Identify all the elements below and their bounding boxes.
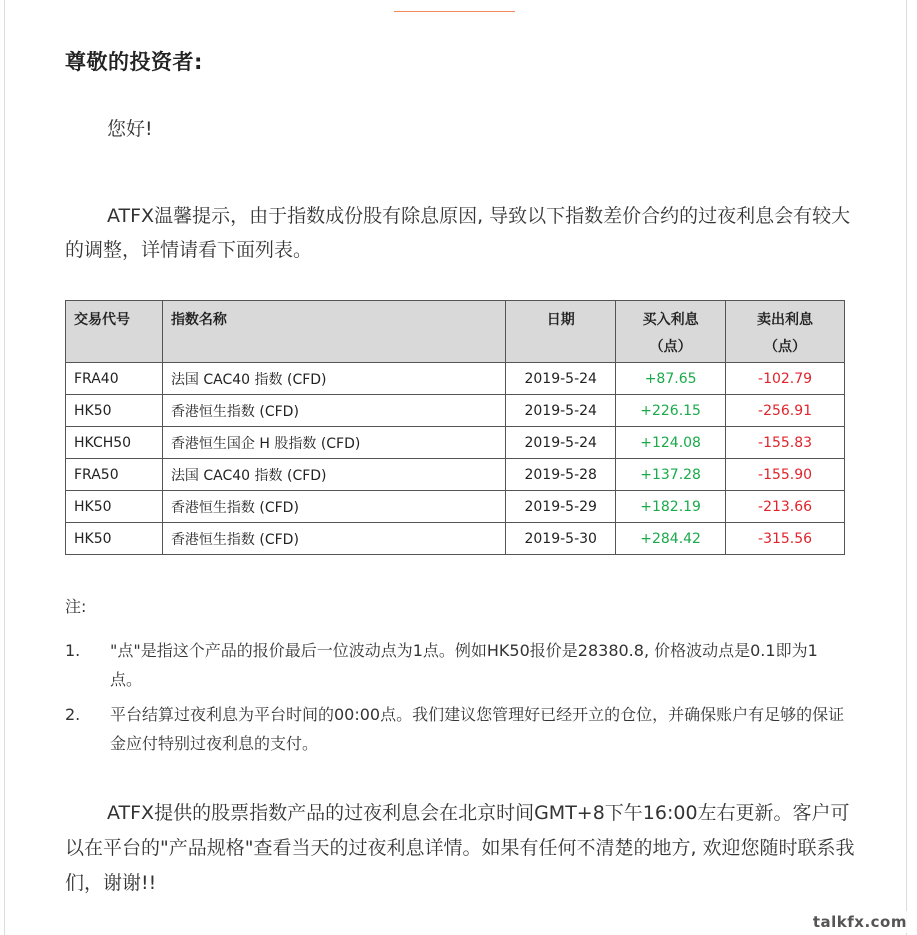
cell-buy: +226.15 [616,395,726,427]
header-code: 交易代号 [66,301,163,363]
cell-buy: +87.65 [616,363,726,395]
closing-paragraph: ATFX提供的股票指数产品的过夜利息会在北京时间GMT+8下午16:00左右更新。客户可以在平台的"产品规格"查看当天的过夜利息详情。如果有任何不清楚的地方, 欢迎您随时联系我们，谢谢!! [65,802,855,894]
cell-code: HK50 [66,395,163,427]
cell-date: 2019-5-24 [506,395,616,427]
overnight-interest-table [65,300,845,555]
cell-buy: +137.28 [616,459,726,491]
cell-sell: -155.90 [726,459,845,491]
cell-code: FRA50 [66,459,163,491]
cell-date: 2019-5-24 [506,427,616,459]
cell-buy: +124.08 [616,427,726,459]
cell-date: 2019-5-28 [506,459,616,491]
table-row [66,459,845,491]
header-buy-interest [616,301,726,363]
header-sell-interest [726,301,845,363]
table-header-row [66,301,845,363]
cell-code: HK50 [66,523,163,555]
cell-sell: -102.79 [726,363,845,395]
table-row [66,363,845,395]
table-row [66,395,845,427]
header-buy-unit: （点） [649,339,692,355]
hello-text: 您好! [107,118,153,140]
table-row [66,427,845,459]
header-date: 日期 [506,301,616,363]
cell-code: HK50 [66,491,163,523]
cell-code: HKCH50 [66,427,163,459]
cell-sell: -315.56 [726,523,845,555]
cell-date: 2019-5-29 [506,491,616,523]
cell-name: 香港恒生指数 (CFD) [162,491,505,523]
accent-divider [394,11,515,12]
cell-buy: +284.42 [616,523,726,555]
note-number: 1. [65,641,81,660]
cell-sell: -256.91 [726,395,845,427]
cell-sell: -155.83 [726,427,845,459]
note-text: "点"是指这个产品的报价最后一位波动点为1点。例如HK50报价是28380.8, 价格波动点是0.1即为1点。 [110,641,818,689]
table-row [66,523,845,555]
note-item [65,700,845,758]
site-watermark: talkfx.com [809,911,911,933]
note-item [65,636,845,694]
cell-date: 2019-5-30 [506,523,616,555]
header-buy-label: 买入利息 [642,312,699,328]
cell-code: FRA40 [66,363,163,395]
cell-name: 香港恒生指数 (CFD) [162,523,505,555]
note-number: 2. [65,705,81,724]
header-sell-label: 卖出利息 [757,312,814,328]
cell-name: 法国 CAC40 指数 (CFD) [162,459,505,491]
cell-sell: -213.66 [726,491,845,523]
cell-name: 香港恒生国企 H 股指数 (CFD) [162,427,505,459]
cell-buy: +182.19 [616,491,726,523]
header-sell-unit: （点） [764,339,807,355]
cell-name: 法国 CAC40 指数 (CFD) [162,363,505,395]
table-row [66,491,845,523]
cell-name: 香港恒生指数 (CFD) [162,395,505,427]
header-name: 指数名称 [162,301,505,363]
note-text: 平台结算过夜利息为平台时间的00:00点。我们建议您管理好已经开立的仓位，并确保账户有足够的保证金应付特别过夜利息的支付。 [110,705,845,753]
intro-paragraph: ATFX温馨提示，由于指数成份股有除息原因, 导致以下指数差价合约的过夜利息会有较大的调整，详情请看下面列表。 [65,205,851,261]
cell-date: 2019-5-24 [506,363,616,395]
notes-title: 注: [65,597,87,616]
greeting-title: 尊敬的投资者: [65,50,203,74]
